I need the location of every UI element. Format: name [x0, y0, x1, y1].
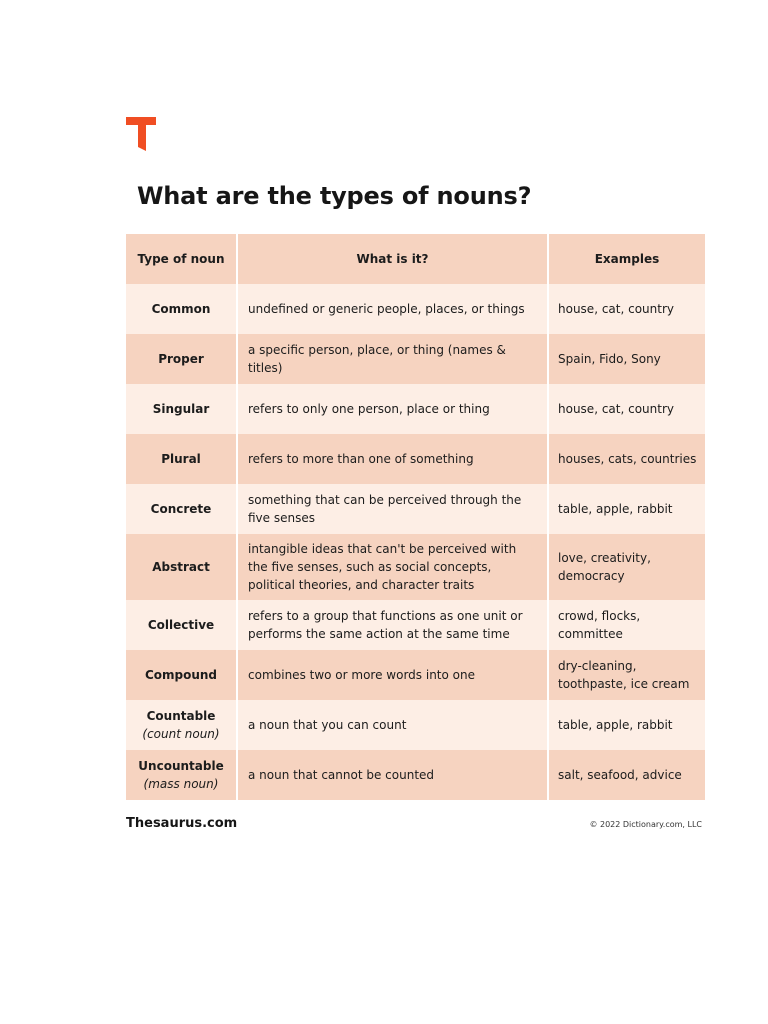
noun-type-label: Common: [151, 302, 211, 316]
noun-type-cell: [126, 484, 237, 534]
examples-cell: houses, cats, countries: [548, 434, 705, 484]
noun-type-label: Compound: [144, 668, 218, 682]
noun-type-cell: [126, 700, 237, 750]
noun-type-label: Collective: [147, 618, 215, 632]
noun-type-cell: [126, 750, 237, 800]
noun-type-label: Concrete: [150, 502, 212, 516]
thesaurus-t-logo-icon: [126, 117, 156, 151]
noun-type-cell: [126, 434, 237, 484]
examples-cell: crowd, flocks, committee: [548, 600, 705, 650]
copyright-notice: © 2022 Dictionary.com, LLC: [589, 820, 702, 829]
table-row: [126, 650, 705, 700]
definition-cell: refers to more than one of something: [237, 434, 548, 484]
examples-cell: love, creativity, democracy: [548, 534, 705, 600]
table-row: [126, 534, 705, 600]
column-header-type: Type of noun: [126, 234, 237, 284]
examples-cell: table, apple, rabbit: [548, 700, 705, 750]
noun-type-sublabel: (count noun): [142, 727, 220, 741]
definition-cell: a noun that cannot be counted: [237, 750, 548, 800]
noun-types-table: [126, 234, 705, 800]
noun-type-cell: [126, 284, 237, 334]
definition-cell: refers to a group that functions as one unit or performs the same action at the same time: [237, 600, 548, 650]
noun-type-cell: [126, 334, 237, 384]
noun-type-cell: [126, 384, 237, 434]
page-title: What are the types of nouns?: [137, 182, 532, 210]
table-row: [126, 600, 705, 650]
table-row: [126, 284, 705, 334]
examples-cell: house, cat, country: [548, 384, 705, 434]
table-header-row: [126, 234, 705, 284]
noun-type-label: Plural: [161, 452, 201, 466]
noun-type-cell: [126, 600, 237, 650]
noun-type-cell: [126, 534, 237, 600]
examples-cell: house, cat, country: [548, 284, 705, 334]
examples-cell: table, apple, rabbit: [548, 484, 705, 534]
examples-cell: dry-cleaning, toothpaste, ice cream: [548, 650, 705, 700]
table-row: [126, 484, 705, 534]
definition-cell: something that can be perceived through the five senses: [237, 484, 548, 534]
noun-type-label: Singular: [152, 402, 210, 416]
examples-cell: Spain, Fido, Sony: [548, 334, 705, 384]
definition-cell: undefined or generic people, places, or things: [237, 284, 548, 334]
noun-type-label: Abstract: [152, 560, 210, 574]
table-row: [126, 384, 705, 434]
noun-type-label: Proper: [158, 352, 204, 366]
noun-type-label: Countable: [146, 709, 216, 723]
noun-type-label: Uncountable: [138, 759, 224, 773]
brand-wordmark: Thesaurus.com: [126, 816, 238, 831]
noun-type-sublabel: (mass noun): [143, 777, 219, 791]
table-row: [126, 750, 705, 800]
column-header-definition: What is it?: [237, 234, 548, 284]
definition-cell: combines two or more words into one: [237, 650, 548, 700]
table-row: [126, 434, 705, 484]
definition-cell: intangible ideas that can't be perceived with the five senses, such as social concepts, political theories, and character traits: [237, 534, 548, 600]
table-row: [126, 700, 705, 750]
definition-cell: a noun that you can count: [237, 700, 548, 750]
definition-cell: a specific person, place, or thing (names & titles): [237, 334, 548, 384]
table-row: [126, 334, 705, 384]
definition-cell: refers to only one person, place or thing: [237, 384, 548, 434]
noun-type-cell: [126, 650, 237, 700]
examples-cell: salt, seafood, advice: [548, 750, 705, 800]
column-header-examples: Examples: [548, 234, 705, 284]
